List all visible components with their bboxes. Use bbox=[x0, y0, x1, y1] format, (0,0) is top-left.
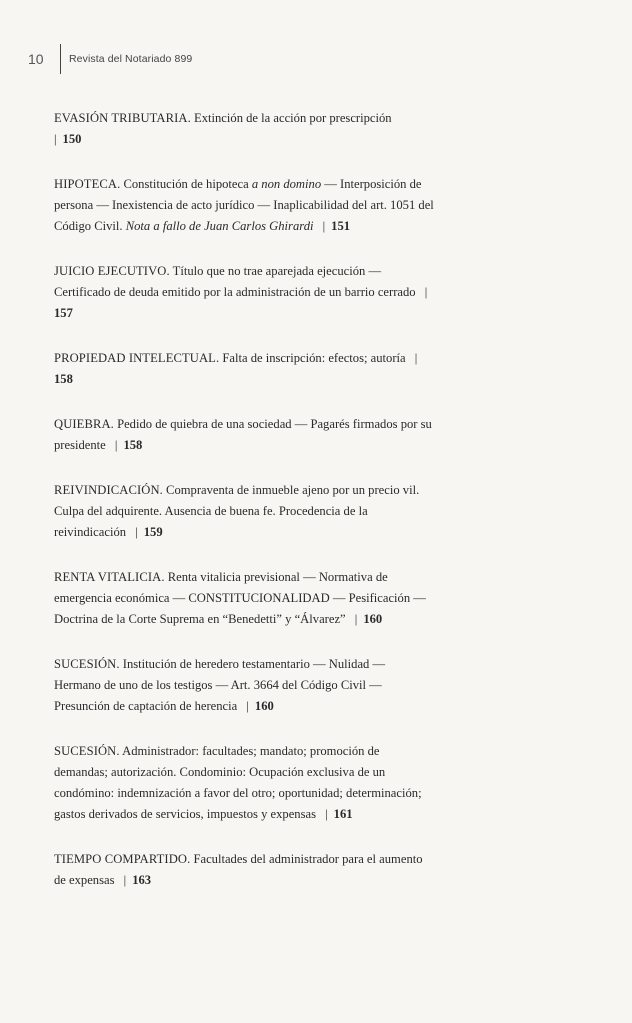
page-reference: 160 bbox=[254, 699, 274, 713]
entry-text: Falta de inscripción: efectos; autoría bbox=[219, 351, 406, 365]
entry-heading: TIEMPO COMPARTIDO. bbox=[54, 852, 191, 866]
entry-heading: PROPIEDAD INTELECTUAL. bbox=[54, 351, 220, 365]
running-title: Revista del Notariado 899 bbox=[69, 53, 193, 65]
entry-heading: SUCESIÓN. bbox=[54, 744, 120, 758]
page-reference: 163 bbox=[132, 873, 152, 887]
entry-heading: HIPOTECA. bbox=[54, 177, 121, 191]
index-entry bbox=[54, 567, 434, 630]
entry-text: Institución de heredero testamentario — Nulidad — Hermano de uno de los testigos — Art. 3664 del Código Civil — Presunción de captación de herencia bbox=[54, 657, 386, 713]
entry-heading: RENTA VITALICIA. bbox=[54, 570, 165, 584]
entry-text: — Interposición de persona — Inexistencia de acto jurídico — Inaplicabilidad del art. 1051 del Código Civil. bbox=[54, 177, 434, 233]
entry-heading: EVASIÓN TRIBUTARIA. bbox=[54, 111, 191, 125]
index-entry bbox=[54, 348, 434, 390]
separator: | bbox=[54, 132, 57, 146]
index-entry bbox=[54, 741, 434, 825]
page-number: 10 bbox=[28, 51, 44, 67]
index-entry bbox=[54, 414, 434, 456]
page-reference: 160 bbox=[363, 612, 383, 626]
separator: | bbox=[414, 351, 418, 365]
entry-italic-text: a non domino bbox=[251, 177, 322, 191]
page-reference: 158 bbox=[54, 372, 73, 386]
separator: | bbox=[325, 807, 328, 821]
index-entry bbox=[54, 480, 434, 543]
separator: | bbox=[246, 699, 249, 713]
entry-heading: QUIEBRA. bbox=[54, 417, 114, 431]
separator: | bbox=[424, 285, 428, 299]
index-entry bbox=[54, 654, 434, 717]
separator: | bbox=[114, 438, 118, 452]
page-reference: 159 bbox=[143, 525, 163, 539]
entry-text: Pedido de quiebra de una sociedad — Pagarés firmados por su presidente bbox=[54, 417, 432, 452]
page-reference: 157 bbox=[54, 306, 73, 320]
page-reference: 150 bbox=[62, 132, 82, 146]
entry-text: Renta vitalicia previsional — Normativa de emergencia económica — CONSTITUCIONALIDAD — Pesificación — Doctrina de la Corte Suprema en “Benedetti” y “Álvarez” bbox=[54, 570, 426, 626]
separator: | bbox=[354, 612, 358, 626]
separator: | bbox=[123, 873, 127, 887]
entry-text: Compraventa de inmueble ajeno por un precio vil. Culpa del adquirente. Ausencia de buena fe. Procedencia de la reivindicación bbox=[54, 483, 420, 539]
entry-text: Administrador: facultades; mandato; promoción de demandas; autorización. Condominio: Ocupación exclusiva de un condómino: indemnización a favor del otro; oportunidad; determinación; gastos derivados de servicios, impuestos y expensas bbox=[54, 744, 422, 821]
index-entry bbox=[54, 108, 434, 150]
page-reference: 151 bbox=[331, 219, 351, 233]
index-entries bbox=[54, 108, 434, 915]
entry-text: Extinción de la acción por prescripción bbox=[190, 111, 392, 125]
entry-italic-text: Nota a fallo de Juan Carlos Ghirardi bbox=[125, 219, 314, 233]
separator: | bbox=[322, 219, 326, 233]
entry-heading: JUICIO EJECUTIVO. bbox=[54, 264, 170, 278]
page-reference: 158 bbox=[123, 438, 143, 452]
entry-text: Facultades del administrador para el aumento de expensas bbox=[54, 852, 423, 887]
index-entry bbox=[54, 849, 434, 891]
separator: | bbox=[135, 525, 138, 539]
entry-heading: SUCESIÓN. bbox=[54, 657, 120, 671]
entry-text: Título que no trae aparejada ejecución — Certificado de deuda emitido por la administración de un barrio cerrado bbox=[54, 264, 416, 299]
page-header bbox=[28, 44, 192, 74]
entry-heading: REIVINDICACIÓN. bbox=[54, 483, 163, 497]
index-entry bbox=[54, 174, 434, 237]
index-entry bbox=[54, 261, 434, 324]
page-reference: 161 bbox=[333, 807, 353, 821]
header-divider bbox=[60, 44, 61, 74]
entry-text: Constitución de hipoteca bbox=[120, 177, 252, 191]
